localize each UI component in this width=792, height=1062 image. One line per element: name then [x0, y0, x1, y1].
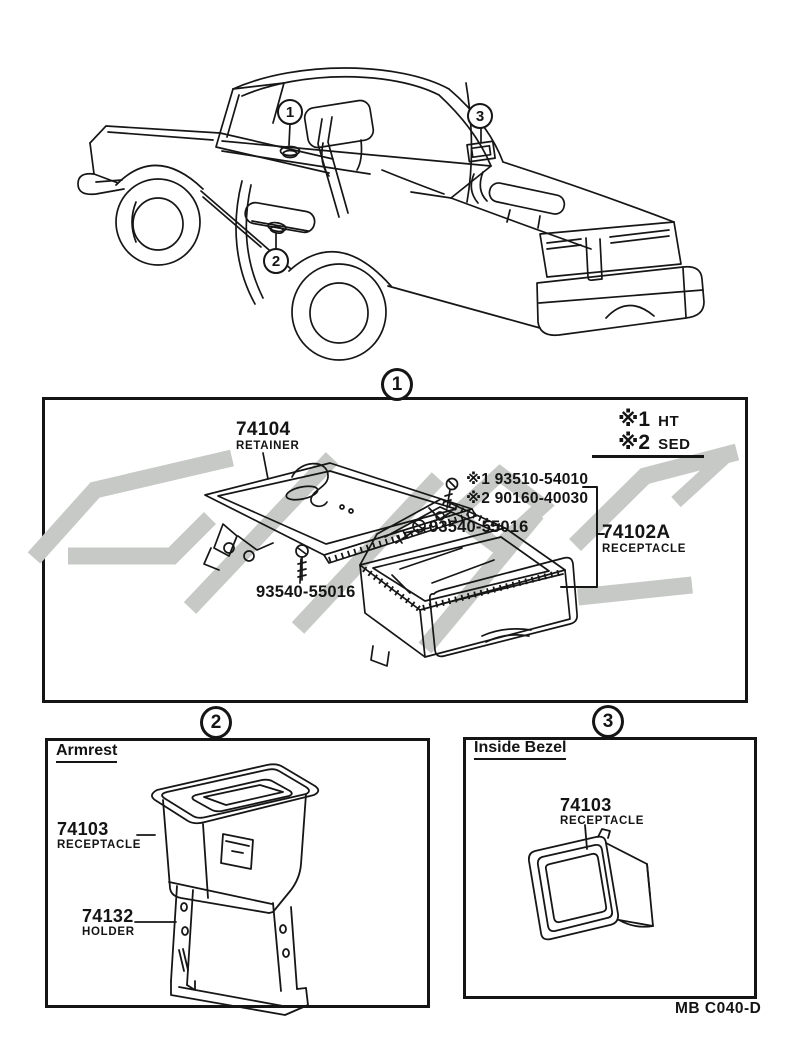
- screw-lower-icon: [296, 545, 308, 580]
- section3-drawing: [463, 737, 757, 999]
- variant-legend: [592, 409, 704, 458]
- section3-title: Inside Bezel: [474, 740, 566, 760]
- section1-marker-number: 1: [391, 373, 403, 395]
- legend-row-ht: [592, 409, 704, 432]
- legend-value-sed: SED: [658, 436, 691, 453]
- retainer-part-name: RETAINER: [236, 440, 300, 452]
- receptacle-main-part-name: RECEPTACLE: [602, 543, 687, 555]
- section2-marker: [200, 706, 232, 739]
- bezel-receptacle-label: [560, 796, 644, 828]
- section2-title: Armrest: [56, 743, 117, 763]
- car-callout-2: [263, 248, 289, 274]
- screw-variant-1: ※1 93510-54010: [466, 471, 589, 488]
- car-callout-2-number: 2: [271, 252, 281, 270]
- car-callout-1-number: 1: [285, 103, 295, 121]
- screw-variant-label: [466, 470, 588, 508]
- legend-value-ht: HT: [658, 413, 680, 430]
- car-callout-1: [277, 99, 303, 125]
- section2-drawing: [45, 738, 430, 1008]
- drawing-code: MB C040-D: [675, 1000, 762, 1017]
- receptacle-main-part-number: 74102A: [602, 522, 671, 543]
- armrest-receptacle-part-number: 74103: [57, 819, 109, 839]
- screw-upper-label: 93540-55016: [429, 518, 529, 536]
- legend-mark-1: ※1: [618, 408, 651, 431]
- section1-marker: [381, 368, 413, 401]
- armrest-receptacle-part-name: RECEPTACLE: [57, 839, 142, 851]
- bezel-receptacle-part-name: RECEPTACLE: [560, 815, 645, 827]
- holder-part-number: 74132: [82, 906, 134, 926]
- car-illustration: [70, 50, 710, 370]
- holder-label: [82, 907, 135, 939]
- retainer-label: [236, 420, 300, 453]
- section3-marker: [592, 705, 624, 738]
- armrest-receptacle-label: [57, 820, 141, 852]
- legend-row-sed: [592, 432, 704, 458]
- screw-lower-label: 93540-55016: [256, 583, 356, 601]
- legend-mark-2: ※2: [618, 431, 651, 454]
- screw-variant-2: ※2 90160-40030: [466, 490, 589, 507]
- car-callout-3-number: 3: [475, 107, 485, 125]
- car-callout-3: [467, 103, 493, 129]
- section3-marker-number: 3: [602, 710, 614, 732]
- section2-marker-number: 2: [210, 711, 222, 733]
- receptacle-main-label: [602, 523, 686, 556]
- holder-part-name: HOLDER: [82, 926, 135, 938]
- bezel-receptacle-part-number: 74103: [560, 795, 612, 815]
- retainer-part-number: 74104: [236, 419, 291, 440]
